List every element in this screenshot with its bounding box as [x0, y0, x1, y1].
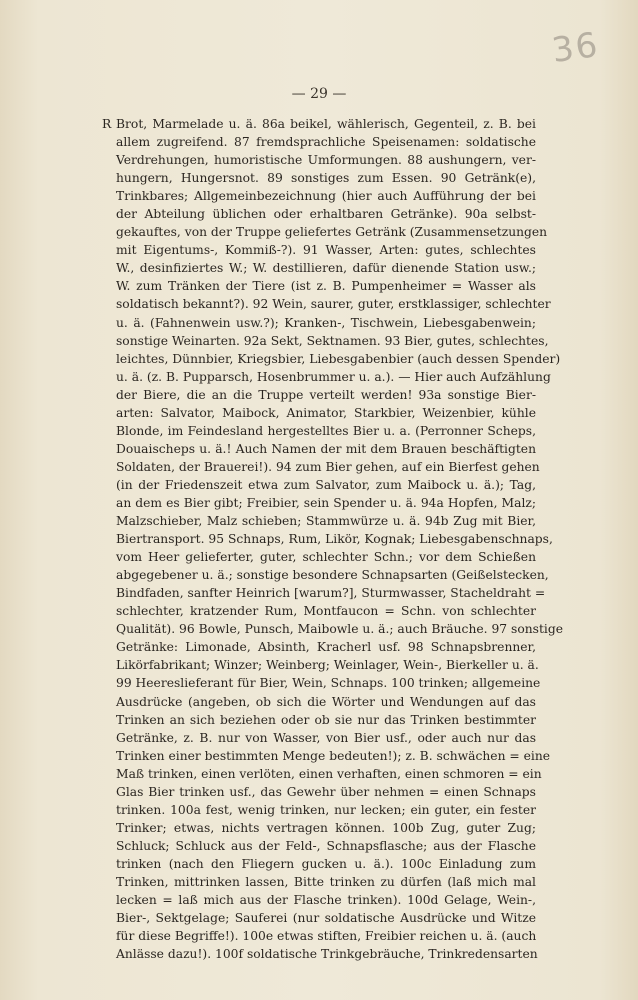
text-line: lecken = laß mich aus der Flasche trinken). 100d Gelage, Wein-,: [116, 893, 536, 908]
text-line: Glas Bier trinken usf., das Gewehr über nehmen = einen Schnaps: [116, 784, 536, 799]
text-line: Ausdrücke (angeben, ob sich die Wörter und Wendungen auf das: [116, 694, 536, 709]
text-line: Malzschieber, Malz schieben; Stammwürze u. ä. 94b Zug mit Bier,: [116, 514, 536, 529]
text-line: 99 Heereslieferant für Bier, Wein, Schnaps. 100 trinken; allgemeine: [116, 676, 541, 691]
text-line: schlechter, kratzender Rum, Montfaucon = Schn. von schlechter: [116, 604, 536, 619]
text-line: soldatisch bekannt?). 92 Wein, saurer, guter, erstklassiger, schlechter: [116, 297, 551, 312]
text-line: Bier-, Sektgelage; Sauferei (nur soldatische Ausdrücke und Witze: [116, 911, 536, 926]
text-line: Trinken einer bestimmten Menge bedeuten!); z. B. schwächen = eine: [116, 748, 551, 763]
page-number: — 29 —: [291, 86, 347, 102]
text-line: u. ä. (z. B. Pupparsch, Hosenbrummer u. a.). — Hier auch Aufzählung: [116, 369, 551, 384]
text-line: Douaischeps u. ä.! Auch Namen der mit dem Brauen beschäftigten: [116, 441, 536, 456]
text-line: hungern, Hungersnot. 89 sonstiges zum Essen. 90 Getränk(e),: [116, 171, 536, 186]
text-line: gekauftes, von der Truppe geliefertes Getränk (Zusammensetzungen: [116, 225, 548, 240]
text-line: der Biere, die an die Truppe verteilt werden! 93a sonstige Bier-: [116, 387, 536, 402]
text-line: W., desinfiziertes W.; W. destillieren, dafür dienende Station usw.;: [116, 261, 536, 276]
text-line: Getränke, z. B. nur von Wasser, von Bier usf., oder auch nur das: [116, 730, 536, 745]
text-line: allem zugreifend. 87 fremdsprachliche Speisenamen: soldatische: [116, 135, 536, 150]
text-line: Schluck; Schluck aus der Feld-, Schnapsflasche; aus der Flasche: [116, 838, 536, 853]
text-line: (in der Friedenszeit etwa zum Salvator, zum Maibock u. ä.); Tag,: [116, 477, 536, 492]
text-line: Qualität). 96 Bowle, Punsch, Maibowle u. ä.; auch Bräuche. 97 sonstige: [116, 622, 563, 637]
margin-letter: R: [102, 117, 112, 131]
text-line: sonstige Weinarten. 92a Sekt, Sektnamen. 93 Bier, gutes, schlechtes,: [116, 333, 549, 348]
text-line: für diese Begriffe!). 100e etwas stiften, Freibier reichen u. ä. (auch: [116, 929, 537, 944]
text-line: Biertransport. 95 Schnaps, Rum, Likör, Kognak; Liebesgabenschnaps,: [116, 532, 553, 547]
text-line: Trinken an sich beziehen oder ob sie nur das Trinken bestimmter: [116, 712, 536, 727]
text-line: Trinken, mittrinken lassen, Bitte trinken zu dürfen (laß mich mal: [116, 874, 536, 889]
text-line: Anlässe dazu!). 100f soldatische Trinkgebräuche, Trinkredensarten: [116, 947, 538, 962]
text-line: Trinkbares; Allgemeinbezeichnung (hier auch Aufführung der bei: [116, 189, 536, 204]
text-line: trinken. 100a fest, wenig trinken, nur lecken; ein guter, ein fester: [116, 802, 536, 817]
text-line: trinken (nach den Fliegern gucken u. ä.). 100c Einladung zum: [116, 856, 536, 871]
text-line: der Abteilung üblichen oder erhaltbaren Getränke). 90a selbst-: [116, 207, 536, 222]
pencil-page-annotation: 36: [549, 24, 602, 72]
text-line: abgegebener u. ä.; sonstige besondere Schnapsarten (Geißelstecken,: [116, 568, 549, 583]
text-line: arten: Salvator, Maibock, Animator, Starkbier, Weizenbier, kühle: [116, 405, 536, 420]
text-line: Blonde, im Feindesland hergestelltes Bier u. a. (Perronner Scheps,: [116, 423, 536, 438]
text-line: W. zum Tränken der Tiere (ist z. B. Pumpenheimer = Wasser als: [116, 279, 536, 294]
text-line: Trinker; etwas, nichts vertragen können. 100b Zug, guter Zug;: [116, 820, 536, 835]
text-line: Likörfabrikant; Winzer; Weinberg; Weinlager, Wein-, Bierkeller u. ä.: [116, 658, 539, 673]
text-line: Soldaten, der Brauerei!). 94 zum Bier gehen, auf ein Bierfest gehen: [116, 459, 540, 474]
text-line: leichtes, Dünnbier, Kriegsbier, Liebesgabenbier (auch dessen Spender): [116, 351, 561, 366]
text-line: Bindfaden, sanfter Heinrich [warum?], Sturmwasser, Stacheldraht =: [116, 586, 546, 601]
text-line: Verdrehungen, humoristische Umformungen. 88 aushungern, ver-: [116, 153, 536, 168]
body-text: [116, 115, 563, 963]
text-line: Brot, Marmelade u. ä. 86a beikel, wählerisch, Gegenteil, z. B. bei: [116, 117, 536, 131]
text-line: Getränke: Limonade, Absinth, Kracherl usf. 98 Schnapsbrenner,: [116, 640, 536, 655]
text-line: mit Eigentums-, Kommiß-?). 91 Wasser, Arten: gutes, schlechtes: [116, 243, 536, 258]
text-line: vom Heer gelieferter, guter, schlechter Schn.; vor dem Schießen: [116, 550, 536, 565]
text-line: Maß trinken, einen verlöten, einen verhaften, einen schmoren = ein: [116, 766, 542, 781]
text-line: u. ä. (Fahnenwein usw.?); Kranken-, Tischwein, Liebesgabenwein;: [116, 315, 536, 330]
text-line: an dem es Bier gibt; Freibier, sein Spender u. ä. 94a Hopfen, Malz;: [116, 495, 536, 510]
